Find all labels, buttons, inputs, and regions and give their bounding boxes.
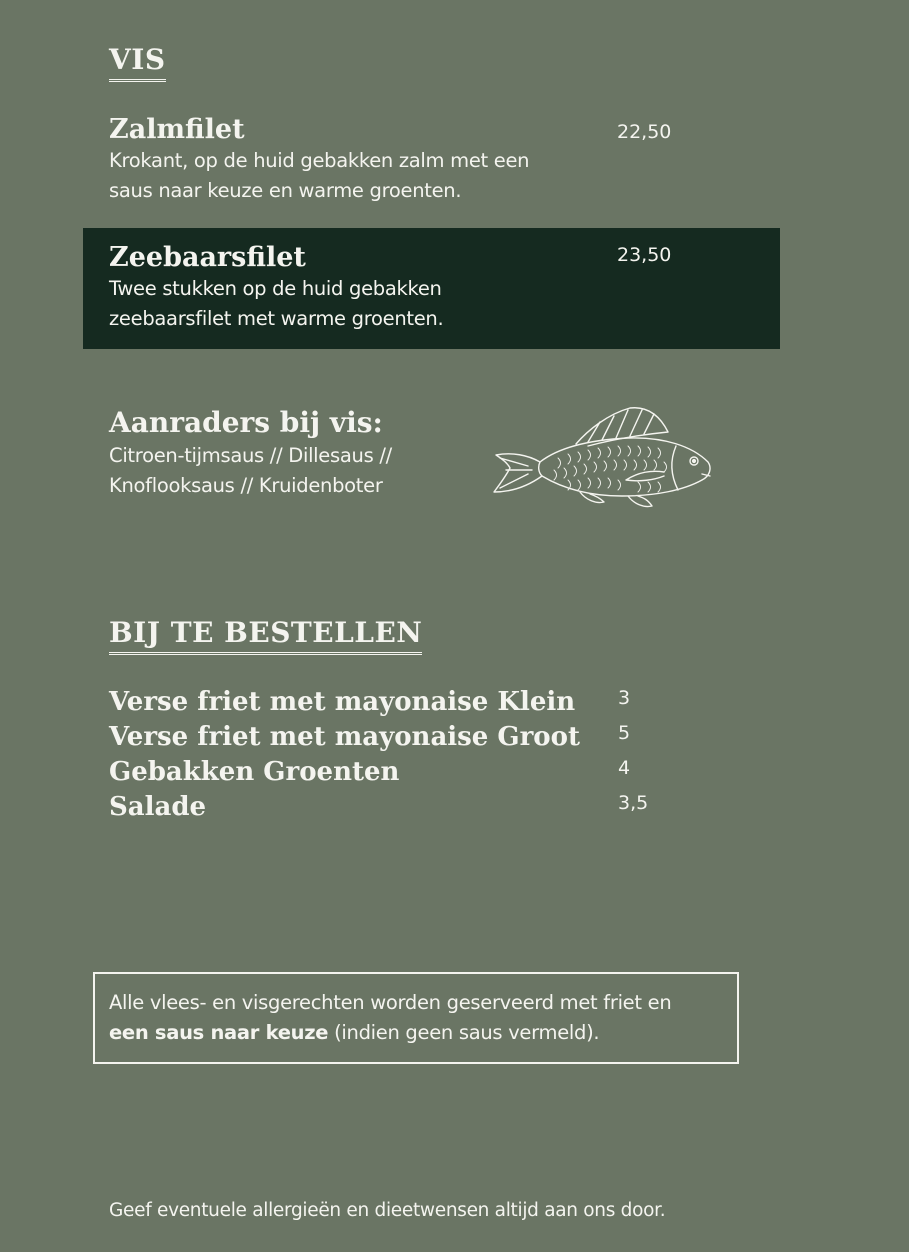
side-order-price: 5 bbox=[618, 722, 631, 744]
list-item bbox=[109, 755, 669, 790]
side-order-name: Verse friet met mayonaise Groot bbox=[109, 722, 580, 752]
section-title-bij-te-bestellen: BIJ TE BESTELLEN bbox=[109, 617, 422, 655]
side-order-price: 3 bbox=[618, 687, 631, 709]
dish-name: Zeebaarsfilet bbox=[109, 242, 306, 273]
service-note-box bbox=[93, 972, 739, 1064]
list-item bbox=[109, 720, 669, 755]
side-orders-list bbox=[109, 685, 669, 825]
allergy-footer-note: Geef eventuele allergieën en dieetwensen altijd aan ons door. bbox=[109, 1200, 666, 1221]
recommendations-title: Aanraders bij vis: bbox=[109, 406, 383, 439]
dish-description-line: zeebaarsfilet met warme groenten. bbox=[109, 307, 444, 330]
sauce-recommendations bbox=[109, 405, 439, 501]
note-text: (indien geen saus vermeld). bbox=[328, 1021, 600, 1044]
section-title-vis: VIS bbox=[109, 44, 166, 82]
list-item bbox=[109, 685, 669, 720]
dish-zalmfilet bbox=[83, 113, 780, 213]
recommendations-line: Citroen-tijmsaus // Dillesaus // bbox=[109, 444, 392, 467]
dish-name: Zalmfilet bbox=[109, 114, 245, 145]
note-line bbox=[109, 1018, 737, 1048]
dish-price: 23,50 bbox=[617, 244, 672, 266]
dish-description-line: Twee stukken op de huid gebakken bbox=[109, 277, 442, 300]
side-order-price: 4 bbox=[618, 757, 631, 779]
note-line: Alle vlees- en visgerechten worden geserveerd met friet en bbox=[109, 991, 672, 1014]
side-order-name: Gebakken Groenten bbox=[109, 757, 400, 787]
recommendations-line: Knoflooksaus // Kruidenboter bbox=[109, 474, 383, 497]
side-order-price: 3,5 bbox=[618, 792, 649, 814]
note-bold-text: een saus naar keuze bbox=[109, 1021, 329, 1044]
dish-zeebaarsfilet bbox=[83, 228, 780, 349]
side-order-name: Salade bbox=[109, 792, 207, 822]
list-item bbox=[109, 790, 669, 825]
dish-description-line: Krokant, op de huid gebakken zalm met een bbox=[109, 149, 530, 172]
dish-price: 22,50 bbox=[617, 121, 672, 143]
fish-icon bbox=[488, 400, 720, 512]
dish-description-line: saus naar keuze en warme groenten. bbox=[109, 179, 462, 202]
side-order-name: Verse friet met mayonaise Klein bbox=[109, 687, 576, 717]
